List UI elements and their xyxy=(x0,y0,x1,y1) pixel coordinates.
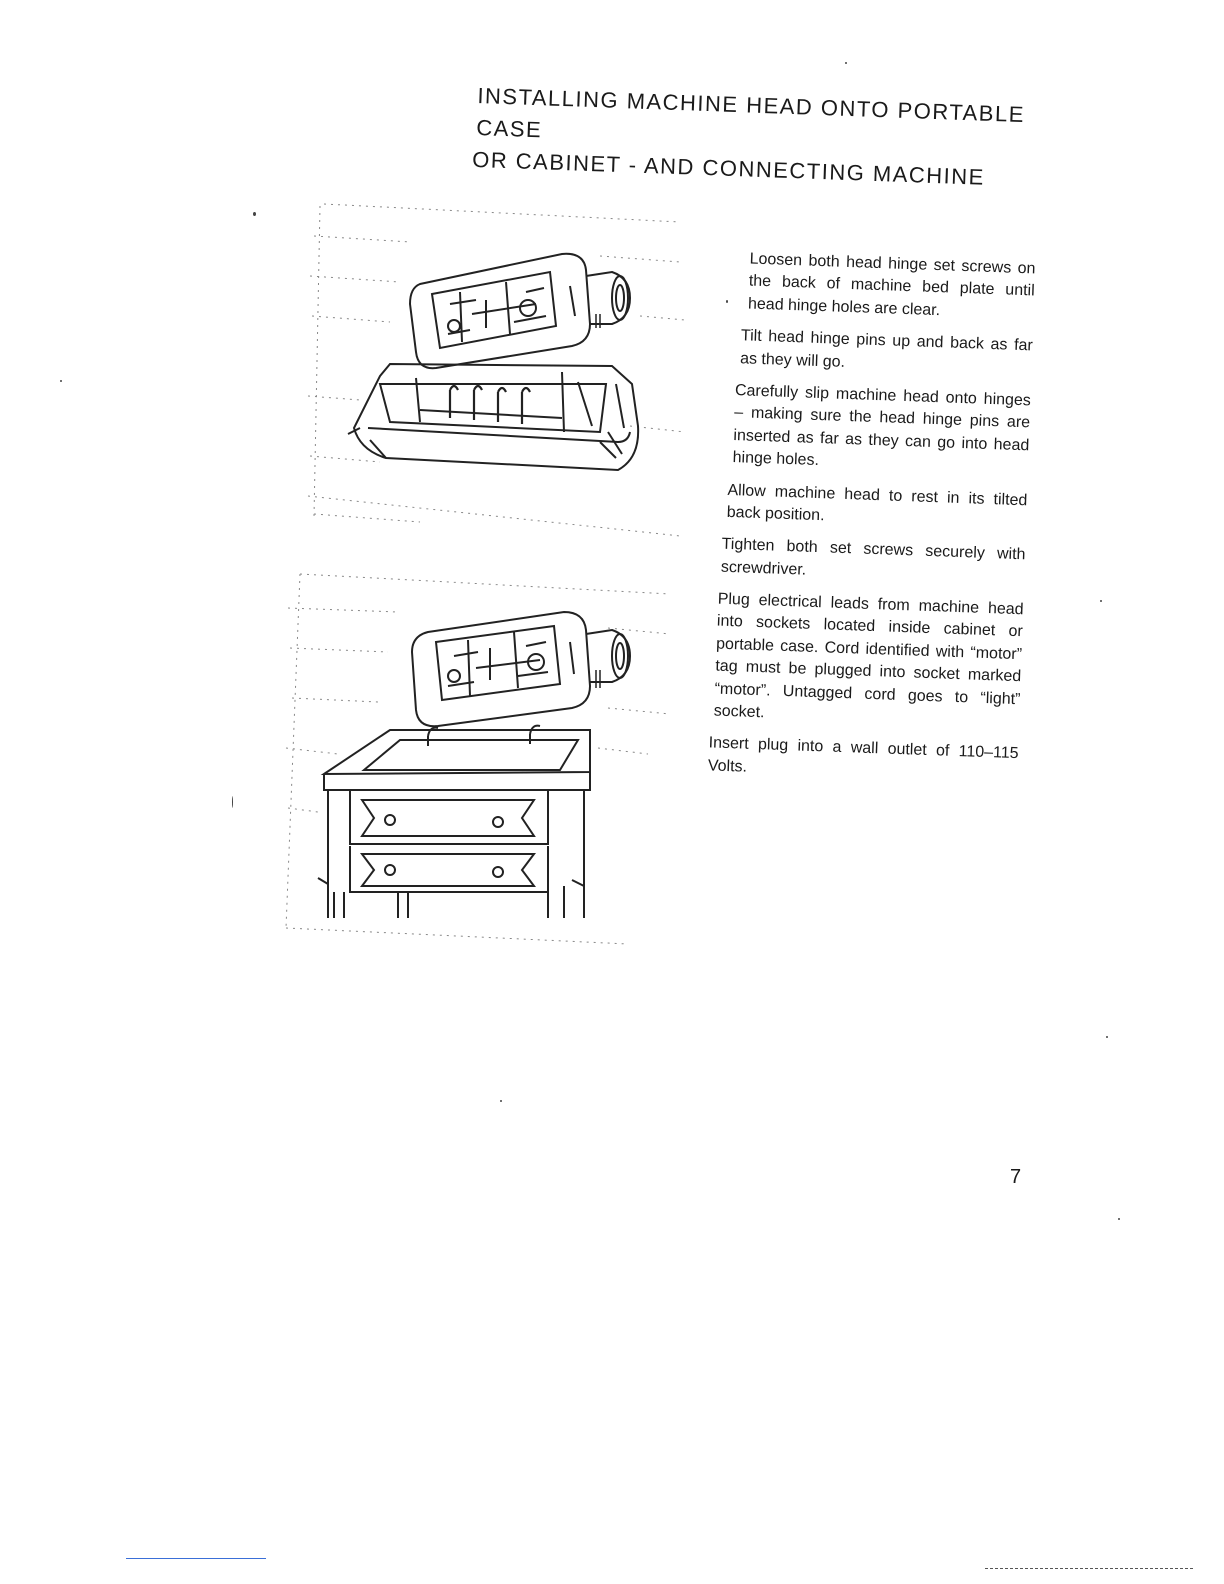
scan-speck xyxy=(1100,600,1102,602)
scan-speck xyxy=(726,300,728,303)
heading-line-2: OR CABINET - AND CONNECTING MACHINE xyxy=(471,146,986,190)
scan-speck xyxy=(1106,1036,1108,1038)
bottom-rule xyxy=(126,1558,266,1559)
scan-speck xyxy=(232,796,233,808)
scan-speck xyxy=(60,380,62,382)
scan-speck xyxy=(253,212,256,216)
machine-head-over-portable-case-illustration xyxy=(300,196,692,548)
step-plug-electrical-leads: Plug electrical leads from machine head into sockets located inside cabinet or portable case. Cord identified with “motor” tag must be plugged into socket marked “motor”. Untagged cord goes to “light” socket. xyxy=(713,590,1024,722)
figure-cabinet xyxy=(278,568,673,948)
heading-line-1: INSTALLING MACHINE HEAD ONTO PORTABLE CASE xyxy=(475,82,1026,143)
machine-head-over-cabinet-illustration xyxy=(278,568,673,948)
scan-speck xyxy=(500,1100,502,1102)
step-tilt-hinge-pins: Tilt head hinge pins up and back as far as they will go. xyxy=(739,327,1034,371)
step-slip-head-onto-hinges: Carefully slip machine head onto hinges – making sure the head hinge pins are inserted as far as they can go into head hinge holes. xyxy=(732,382,1032,470)
scan-edge-rule xyxy=(985,1568,1195,1569)
step-loosen-set-screws: Loosen both head hinge set screws on the back of machine bed plate until head hinge holes are clear. xyxy=(747,250,1036,319)
step-insert-wall-plug: Insert plug into a wall outlet of 110–115 Volts. xyxy=(707,734,1019,776)
scan-speck xyxy=(1118,1218,1120,1220)
step-tighten-set-screws: Tighten both set screws securely with screwdriver. xyxy=(720,535,1026,579)
step-rest-tilted-back: Allow machine head to rest in its tilted back position. xyxy=(726,481,1028,525)
instruction-steps xyxy=(707,248,1036,798)
scan-speck xyxy=(845,62,847,64)
page-number: 7 xyxy=(1010,1166,1022,1188)
figure-portable-case xyxy=(300,196,692,548)
page-heading xyxy=(471,80,1078,197)
